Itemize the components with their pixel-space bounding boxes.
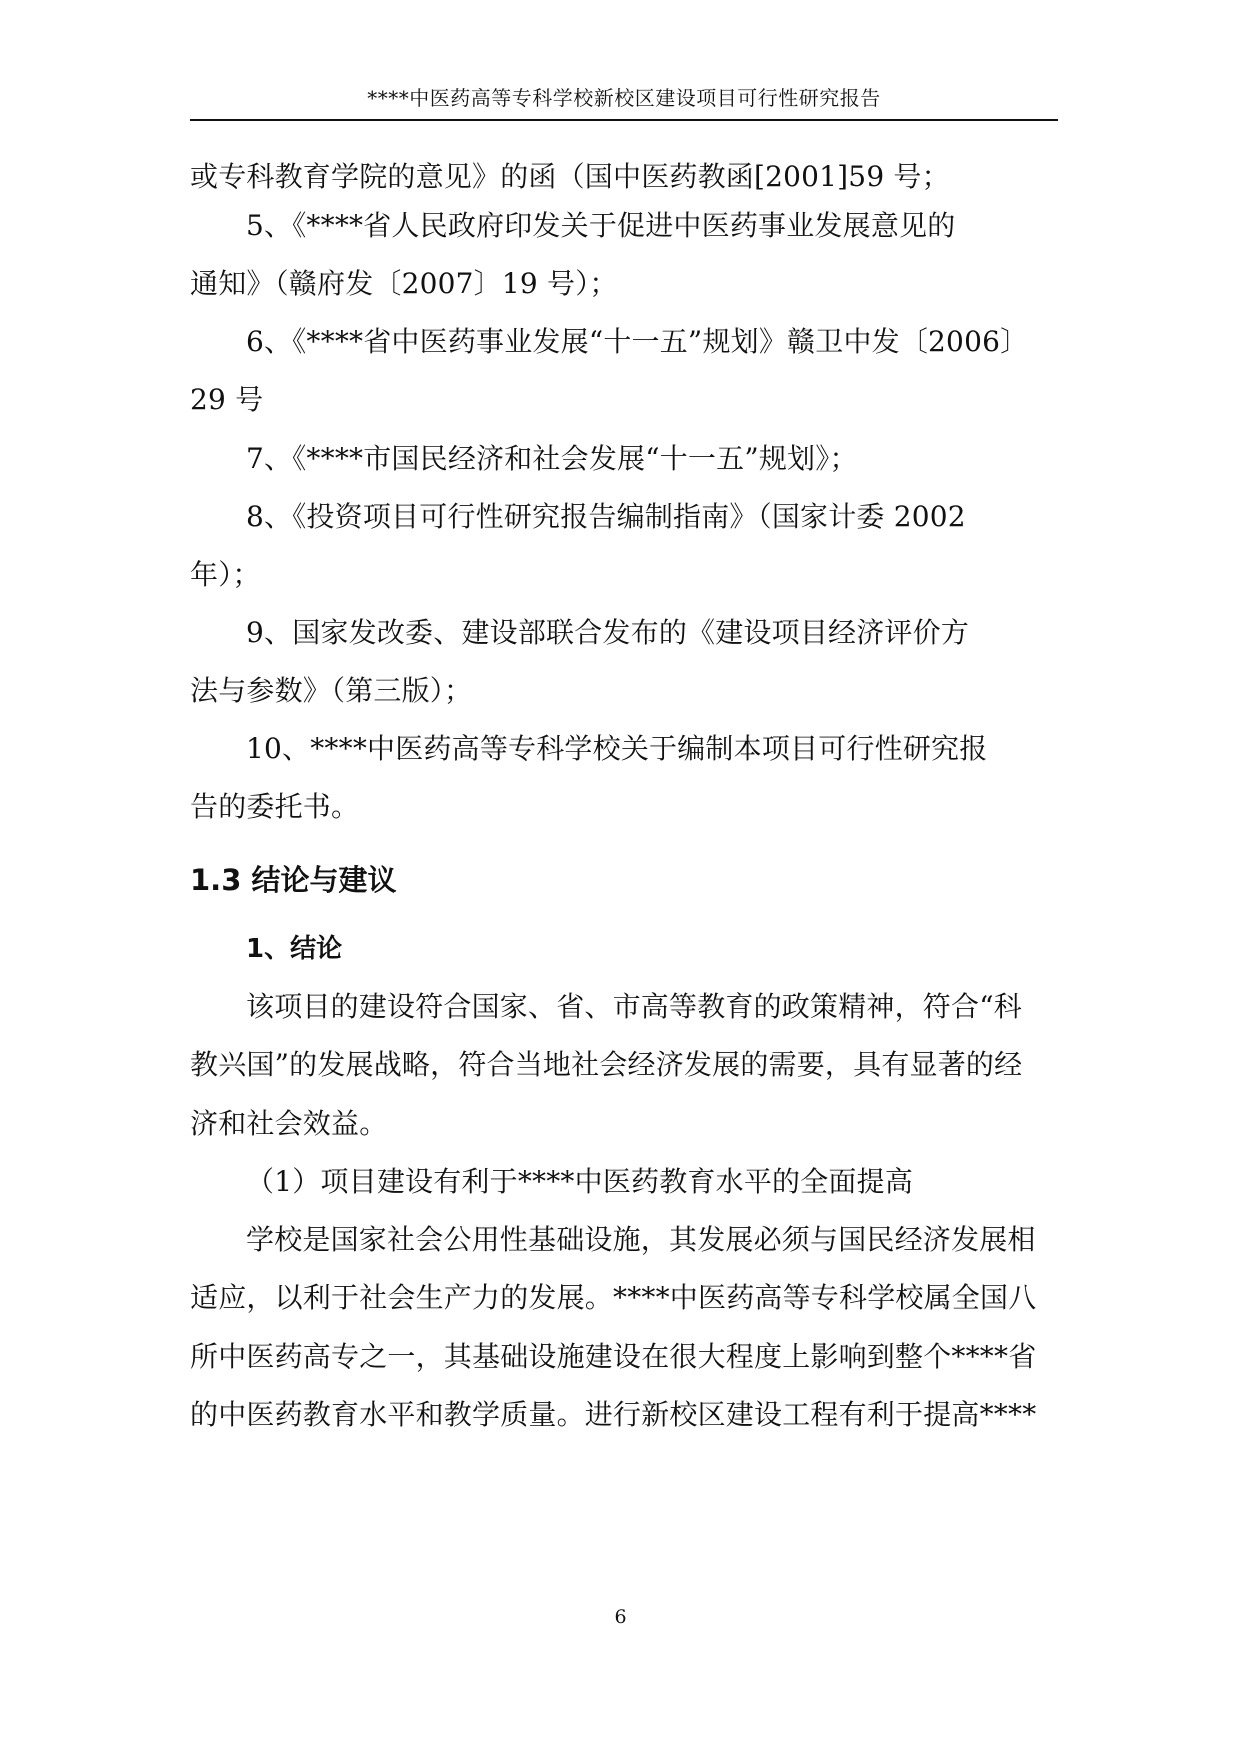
reference-line: 年）； <box>190 558 261 591</box>
reference-line: 29 号 <box>190 383 264 416</box>
header-rule <box>190 119 1058 121</box>
paragraph-line: 适应，以利于社会生产力的发展。****中医药高等专科学校属全国八 <box>190 1281 1037 1314</box>
paragraph-line: 教兴国”的发展战略，符合当地社会经济发展的需要，具有显著的经 <box>190 1048 1023 1081</box>
paragraph-line: 学校是国家社会公用性基础设施，其发展必须与国民经济发展相 <box>246 1223 1036 1256</box>
reference-item-7: 7、《****市国民经济和社会发展“十一五”规划》； <box>246 442 858 475</box>
reference-line: 通知》（赣府发〔2007〕19 号）； <box>190 267 618 300</box>
reference-item-10: 10、****中医药高等专科学校关于编制本项目可行性研究报 <box>246 732 988 765</box>
reference-item-9: 9、国家发改委、建设部联合发布的《建设项目经济评价方 <box>246 616 970 649</box>
page-number: 6 <box>614 1606 627 1628</box>
subsection-heading: 1、结论 <box>246 934 343 964</box>
reference-item-6: 6、《****省中医药事业发展“十一五”规划》赣卫中发〔2006〕 <box>246 325 1029 358</box>
numbered-point: （1）项目建设有利于****中医药教育水平的全面提高 <box>246 1165 914 1198</box>
paragraph-line: 济和社会效益。 <box>190 1107 388 1140</box>
paragraph-line: 所中医药高专之一，其基础设施建设在很大程度上影响到整个****省 <box>190 1340 1037 1373</box>
page-header: ****中医药高等专科学校新校区建设项目可行性研究报告 <box>367 86 881 110</box>
section-heading: 1.3 结论与建议 <box>190 863 397 897</box>
reference-line: 法与参数》（第三版）； <box>190 674 473 707</box>
paragraph-line: 该项目的建设符合国家、省、市高等教育的政策精神，符合“科 <box>246 990 1022 1023</box>
reference-line: 告的委托书。 <box>190 790 360 823</box>
reference-line: 或专科教育学院的意见》的函（国中医药教函[2001]59 号； <box>190 160 950 193</box>
paragraph-line: 的中医药教育水平和教学质量。进行新校区建设工程有利于提高**** <box>190 1398 1037 1431</box>
reference-item-5: 5、《****省人民政府印发关于促进中医药事业发展意见的 <box>246 209 956 242</box>
reference-item-8: 8、《投资项目可行性研究报告编制指南》（国家计委 2002 <box>246 500 966 533</box>
